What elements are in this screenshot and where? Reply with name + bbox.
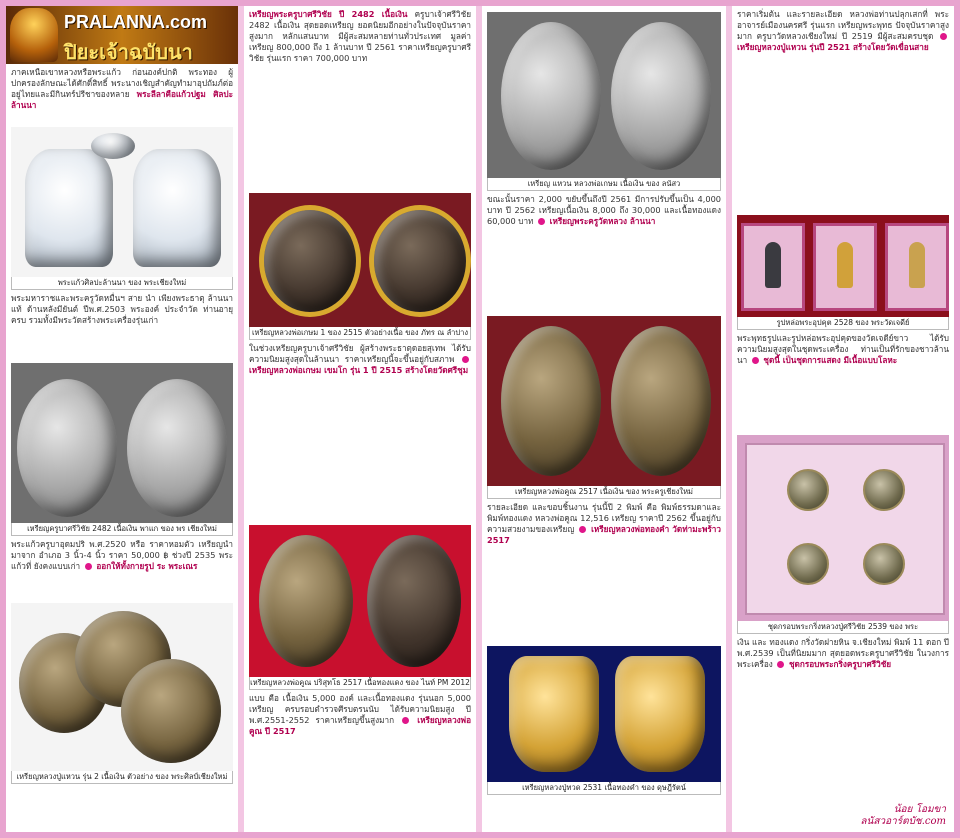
coin-back <box>127 379 227 517</box>
column-4 <box>732 6 954 832</box>
coin-back <box>611 326 711 476</box>
statue-2 <box>837 242 853 288</box>
coin-back <box>367 535 461 667</box>
photo-caption: เหรียญครูบาศรีวิชัย 2482 เนื้อเงิน พาแก ของ พร เชียงใหม่ <box>11 523 233 536</box>
article-text: ภาคเหนือเขาหลวงหรือพระแก้ว ก่อนองค์ปกติ พระทอง ผู้ปกครองลักษณะได้ศักดิ์สิทธิ์ พระนางเชิญสำคัญทำมาอุปถัมภ์ต่ออยู่ไทยและมีกินทร์ปรีชาของหลาย พระลีลาคือแก้วปฐม ศิลปะล้านนา <box>11 67 234 110</box>
bullet-icon <box>462 356 469 363</box>
photo-caption: พระแก้วศิลปะล้านนา ของ พระเชียงใหม่ <box>11 277 233 290</box>
photo-statues <box>737 215 949 317</box>
photo-crystal-buddha <box>11 127 233 277</box>
magazine-page <box>6 6 954 832</box>
photo-caption: เหรียญหลวงปู่แหวน รุ่น 2 เนื้อเงิน ตัวอย่าง ของ พระศิลป์เชียงใหม่ <box>11 771 233 784</box>
article-text: เงิน และ ทองแดง กริ่งวัดฝายหิน จ.เชียงใหม่ พิมพ์ 11 ดอก ปี พ.ศ.2539 เป็นที่นิยมมาก สุดยอดพระครูบาศรีวิชัย ในวงการพระเครื่อง ชุดกรอบพระกริ่งครูบาศรีวิชัย <box>737 637 949 669</box>
buddha-logo-icon <box>10 8 58 62</box>
article-text: พระพุทธรูปและรูปหล่อพระอุปคุตของวัดเจดีย์ขาว ได้รับความนิยมสูงสุดในชุดพระเครื่อง ท่านเป็นที่รักของชาวล้านนา ชุดนี้ เป็นชุดการแสดง มีเนื้อแบบโลหะ <box>737 333 949 365</box>
column-3 <box>482 6 726 832</box>
article-text: ในช่วงเหรียญครูบาเจ้าศรีวิชัย ผู้สร้างพระธาตุดอยสุเทพ ได้รับความนิยมสูงสุดในล้านนา ราคาเหรียญนี้จะขึ้นอยู่กับสภาพ เหรียญหลวงพ่อเกษม เขมโก รุ่น 1 ปี 2515 สร้างโดยวัดศรีชุม <box>249 343 471 375</box>
amulet-2 <box>863 469 905 511</box>
amulet-4 <box>863 543 905 585</box>
photo-caption: เหรียญหลวงพ่อเกษม 1 ของ 2515 ตัวอย่างเนื้อ ของ ภัทร ณ ลำปาง <box>249 327 471 340</box>
photo-caption: เหรียญ แหวน หลวงพ่อเกษม เนื้อเงิน ของ ลนัสว <box>487 178 721 191</box>
highlight-text: พระลีลาคือแก้วปฐม ศิลปะล้านนา <box>11 89 234 110</box>
coin-front <box>259 535 353 667</box>
article-text: พระมหาราชและพระครูวัดหมื่นฯ สาย นำ เพียงพระธาตุ ล้านนาแท้ ด้านหลังมียันต์ ปีพ.ศ.2503 พระองค์ ประจำวัด ท่านอายุครบ รวมทั้งมีพระวัดสร้างพระเครื่องรุ่นเก่า <box>11 293 233 325</box>
article-text: ราคาเริ่มต้น และรายละเอียด หลวงพ่อท่านปลุกเสกที่ พระอาจารย์เมืองนครศรี รุ่นแรก เหรียญพระพุทธ ปัจจุบันราคาสูงมาก ครูบาวัดหลวงเชียงใหม่ ปี 2519 มีผู้สะสมครบชุด เหรียญหลวงปู่แหวน รุ่นปี 2521 สร้างโดยวัดเขื่อนสาย <box>737 9 949 52</box>
bullet-icon <box>85 563 92 570</box>
shield-back <box>615 656 705 772</box>
photo-kruba-coins <box>11 363 233 523</box>
bullet-icon <box>579 526 586 533</box>
photo-koon-coins <box>249 525 471 677</box>
coin-back <box>611 22 711 170</box>
photo-caption: เหรียญหลวงพ่อคูณ ปริสุทโธ 2517 เนื้อทองแดง ของ ไนท์ PM 2012 <box>249 677 471 690</box>
statue-3 <box>909 242 925 288</box>
photo-silver-coins <box>487 12 721 178</box>
photo-small-coins <box>11 603 233 771</box>
photo-gold-shields <box>487 646 721 782</box>
bullet-icon <box>777 661 784 668</box>
author-signature: น้อย โอมขา ลนัสวอาร์ตบัช.com <box>860 804 946 827</box>
statue-1 <box>765 242 781 288</box>
statue-frame-2 <box>813 223 877 311</box>
crystal-buddha-back <box>133 149 221 267</box>
statue-frame-1 <box>741 223 805 311</box>
column-1 <box>6 6 238 832</box>
coin-front <box>259 205 361 317</box>
shield-front <box>509 656 599 772</box>
article-text: ขณะนั้นราคา 2,000 ขยับขึ้นถึงปี 2561 มีการปรับขึ้นเป็น 4,000 บาท ปี 2562 เหรียญเนื้อเงิน 8,000 ถึง 30,000 และเนื้อทองแดง 60,000 บาท เหรียญพระครูวัดหลวง ล้านนา <box>487 194 721 226</box>
coin-front <box>501 22 601 170</box>
article-text: รายละเอียด และขอบชิ้นงาน รุ่นนี้ปี 2 พิมพ์ คือ พิมพ์ธรรมดาและพิมพ์ทองแดง หลวงพ่อคูณ 12,516 เหรียญ ราคาปี 2562 ขึ้นอยู่กับความสวยงามของเหรียญ เหรียญหลวงพ่อทองคำ วัดท่ามะพร้าว 2517 <box>487 502 721 545</box>
photo-caption: เหรียญหลวงปู่ทวด 2531 เนื้อทองคำ ของ ดุษฎีรัตน์ <box>487 782 721 795</box>
photo-bronze-coins <box>487 316 721 486</box>
site-name: PRALANNA.com <box>64 12 208 32</box>
bullet-icon <box>752 357 759 364</box>
article-text: พระแก้วครูบาอุดมปริ พ.ศ.2520 หรือ ราคาหอมตัว เหรียญนำมาจาก อำเภอ 3 นิ้ว-4 นิ้ว ราคา 50,000 ฿ ช่วงปี 2535 พระแก้วที่ ยังคงแบบเก่า ออกให้ทั้งกายรูป ระ พระเณร <box>11 539 233 571</box>
photo-amulet-set <box>737 435 949 621</box>
crystal-buddha-front <box>25 149 113 267</box>
coin-front <box>17 379 117 517</box>
coin-back <box>369 205 471 317</box>
display-box <box>745 443 945 615</box>
bullet-icon <box>940 33 947 40</box>
article-text: เหรียญพระครูบาศรีวิชัย ปี 2482 เนื้อเงิน ครูบาเจ้าศรีวิชัย 2482 เนื้อเงิน สุดยอดเหรียญ ยอดนิยมอีกอย่างในปัจจุบันราคาสูงมาก หลักแสนบาท มีผู้สะสมหลายท่านทั่วประเทศ มูลค่าเหรียญ 800,000 ถึง 1 ล้านบาท ปี 2561 ราคาเหรียญครูบาศรีวิชัย รุ่นแรก ราคา 700,000 บาท <box>249 9 471 63</box>
masthead-logo <box>6 6 238 64</box>
photo-caption: ชุดกรอบพระกริ่งหลวงปู่ศรีวิชัย 2539 ของ พระ <box>737 621 949 634</box>
bullet-icon <box>402 717 409 724</box>
amulet-3 <box>787 543 829 585</box>
bullet-icon <box>538 218 545 225</box>
photo-caption: เหรียญหลวงพ่อคูณ 2517 เนื้อเงิน ของ พระครูเชียงใหม่ <box>487 486 721 499</box>
coin-front <box>501 326 601 476</box>
crystal-piece <box>91 133 135 159</box>
masthead-title: ปิยะเจ้าฉบับนา <box>64 42 193 64</box>
coin-3 <box>121 659 221 763</box>
amulet-1 <box>787 469 829 511</box>
statue-frame-3 <box>885 223 949 311</box>
photo-caption: รูปหล่อพระอุปคุต 2528 ของ พระวัดเจดีย์ <box>737 317 949 330</box>
photo-kasem-coins <box>249 193 471 327</box>
article-text: แบบ คือ เนื้อเงิน 5,000 องค์ และเนื้อทองแดง รุ่นนอก 5,000 เหรียญ ครบรอบตำรวจศีรบตรนนับ ได้รับความนิยมสูง ปี พ.ศ.2551-2552 ราคาเหรียญขึ้นสูงมาก เหรียญหลวงพ่อคูณ ปี 2517 <box>249 693 471 736</box>
column-2 <box>244 6 476 832</box>
